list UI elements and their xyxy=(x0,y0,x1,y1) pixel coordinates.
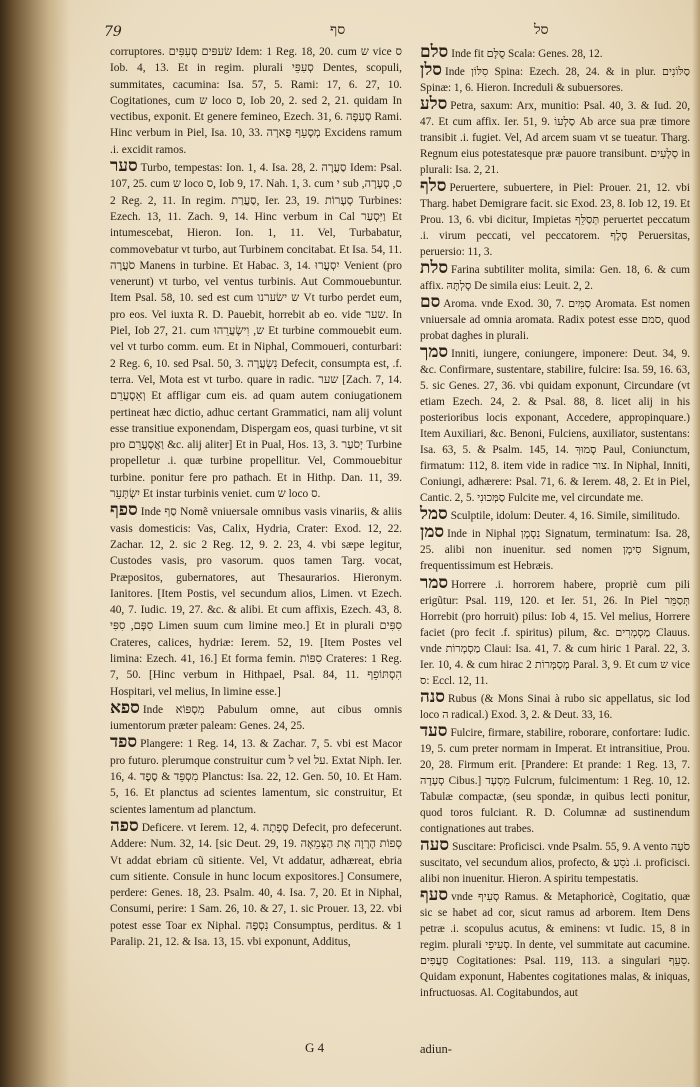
dictionary-entry xyxy=(110,697,402,735)
entry-text: Aroma. vnde Exod. 30, 7. סַמִּים Aromata. Est nomen vniuersale ad omnia aromata. Radix potest esse סמם, quod probat daghes in plurali. xyxy=(420,298,691,343)
signature-mark: G 4 xyxy=(305,1040,325,1055)
entry-text: Horrere .i. horrorem habere, propriè cum pili erigũtur: Psal. 119, 120. et Ier. 51, 26. In Piel תְּסַמֵּר Horrebit (pro horruit) pilus: Iob 4, 15. Vel melius, Horrere faciet (pro fecit .f. spiritus) pilum, &c. מַסְמְרִים Clauus. vnde מַסְמְרוֹת Claui: Isa. 41, 7. & cum hiric 1 Paral. 22, 3. Ier. 10, 4. & cum hirac מְסַמְּרוֹת 2 Paral. 3, 9. Et cum ש vice ס: Eccl. 12, 11. xyxy=(420,578,691,687)
entry-text: Plangere: 1 Reg. 14, 13. & Zachar. 7, 5. vbi est Macor pro futuro. plerumque construitur cum ל vel על. Extat Niph. Ier. 16, 4. מִסְפֵּד & סֶפֶד Planctus: Isa. 22, 12. Gen. 50, 10. Et Ham. 5, 16. Et planctus ad scientes lamentum, sic construitur, Et scientes lamentum ad planctum. xyxy=(110,738,402,816)
entry-text: Fulcire, firmare, stabilire, roborare, confortare: Iudic. 19, 5. cum preter normam in Imperat. Et intransitiue, Prou. 20, 28. Firmum erit. [Prandere: Et prande: 1 Reg. 13, 7. סְעָדָה Cibus.] מִסְעָד Fulcrum, fulcimentum: 1 Reg. 10, 12. Tabulæ compactæ, (seu spondæ, in quibus lecti ponitur, quod toros fulciant. R. D. Columnæ ad sustinendum contignationes aut trabes. xyxy=(420,726,690,835)
right-column xyxy=(420,44,690,1001)
entry-headword: סלן xyxy=(420,60,442,80)
entry-headword: סעף xyxy=(420,884,449,904)
entry-headword: סעד xyxy=(420,720,448,740)
catchword: adiun- xyxy=(420,1042,452,1056)
entry-text: Rubus (& Mons Sinai à rubo sic appellatus, sic Iod loco ה radical.) Exod. 3, 2. & Deut. 33, 16. xyxy=(420,692,690,721)
entry-text: Inde סַף Nomẽ vniuersale omnibus vasis vinariis, & aliis vasis domesticis: Vas, Calix, Hydria, Crater: Exod. 12, 22. Zachar. 12, 2. sic 2 Reg. 12, 9. 2. 23, 4. vbi sæpe legitur, Custodes vasis, pro vasorum. quos tamen Targ. vocat, Præpositos, gubernatores, aut Thesaurarios. Hieronym. Ianitores. [Item Postis, vel secundum alios, Limen. vt Ezech. 40, 7. Iudic. 19, 27. &c. & alibi. Et cum affixis, Ezech. 43, 8. סִפָּם, סִפִּי Limen suum cum limine meo.] Et in plurali סִפִּים Crateres, calices, hydriæ: Ierem. 52, 19. [Item Postes vel limina: Ezech. 41, 16.] Et forma femin. סִפּוֹת Crateres: 1 Reg. 7, 50. [Hinc verbum in Hithpael, Psal. 84, 11. הִסְתּוֹפֵף Hospitari, vel melius, In limine esse.] xyxy=(110,506,403,698)
dictionary-entry xyxy=(420,720,690,837)
entry-text: Farina subtiliter molita, simila: Gen. 18, 6. & cum affix. סָלְתָּהּ De simila eius: Leuit. 2, 2. xyxy=(420,264,690,293)
entry-headword: סנה xyxy=(420,686,445,706)
dictionary-entry xyxy=(420,178,690,260)
entry-text: Petra, saxum: Arx, munitio: Psal. 40, 3. & Iud. 20, 47. Et cum affix. Ier. 51, 9. סַלְעוֹ Ab arce sua præ timore transibit .i. fugiet. Vel, Ad arcem suam vt se tueatur. Tharg. Regnum eius potestatesque præ pauore transibunt. סְלָעִים in plurali: Isa. 2, 21. xyxy=(420,100,690,177)
entry-headword: סלף xyxy=(420,176,447,196)
entry-text: Suscitare: Proficisci. vnde Psalm. 55, 9. A vento סֹעָה suscitato, vel secundum alios, profecto, & נֹסֵעַ .i. proficisci. alibi non inuenitur. Hieron. A spiritu tempestatis. xyxy=(420,840,690,885)
dictionary-entry xyxy=(110,502,402,700)
dictionary-entry xyxy=(420,686,690,723)
dictionary-entry xyxy=(110,158,402,502)
entry-headword: סעה xyxy=(420,834,450,854)
running-head-left: סף xyxy=(330,22,346,38)
dictionary-entry xyxy=(110,44,402,158)
dictionary-entry xyxy=(420,506,690,524)
dictionary-entry xyxy=(420,62,690,96)
entry-headword: סער xyxy=(110,156,138,176)
dictionary-entry xyxy=(420,44,690,62)
entry-headword: ספא xyxy=(110,697,140,717)
entry-headword: סמר xyxy=(420,572,449,592)
dictionary-entry xyxy=(420,572,691,689)
entry-text: Peruertere, subuertere, in Piel: Prouer. 21, 12. vbi Tharg. habet Demigrare facit. sic Exod. 23, 8. Iob 12, 19. Et Prou. 13, 6. vbi dicitur, Impietas תְּסַלֵּף peruertet peccatum .i. virum peccati, vel peccatorem. סֶלֶף Peruersitas, peruersio: 11, 3. xyxy=(420,182,690,259)
entry-text: vnde סְעִיף Ramus. & Metaphoricè, Cogitatio, quæ sic se habet ad cor, sicut ramus ad arborem. Item Dens petræ .i. scopulus acutus, & eminens: vt Iudic. 15, 8 in regim. plurali סְעִיפֵי. In dente, vel summitate aut cacumine. סֵעֲפִים Cogitationes: Psal. 119, 113. a singulari סֵעֵף. Quidam exponunt, Habentes cogitationes malas, & iniquas, infructuosas. Al. Cogitabundos, aut xyxy=(420,890,691,999)
dictionary-entry xyxy=(420,344,690,506)
entry-headword: סם xyxy=(420,292,441,312)
entry-text: Inde fit סֻלָּם Scala: Genes. 28, 12. xyxy=(451,48,603,60)
dictionary-entry xyxy=(110,815,402,950)
entry-text: Sculptile, idolum: Deuter. 4, 16. Simile, similitudo. xyxy=(450,510,681,523)
entry-headword: ספד xyxy=(110,732,138,752)
entry-headword: ספה xyxy=(110,815,139,835)
binding-gutter xyxy=(0,0,70,1087)
dictionary-entry xyxy=(420,96,690,178)
dictionary-entry xyxy=(420,884,691,1001)
page-edge xyxy=(692,0,700,1087)
entry-text: Inniti, iungere, coniungere, imponere: Deut. 34, 9. &c. Confirmare, sustentare, stabilire, fulcire: Isa. 59, 16. 63, 5. sic Genes. 27, 36. vbi quidam exponunt, Circundare (vt etiam Ezech. 24, 2. & Psal. 88, 8. licet alij in his posterioribus locis exponant, Accedere, appropinquare.) Item Auxiliari, &c. Benoni, Fulciens, auxiliator, sustentans: Isa. 63, 5. & Psalm. 145, 14. סָמוּךְ Paul, Coniunctum, firmatum: 112, 8. item vide in radice צור. In Niphal, Inniti, Coniungi, adhærere: Psal. 71, 6. & Ierem. 48, 2. Et in Piel, Cantic. 2, 5. סַמְּכוּנִי Fulcite me, vel circundate me. xyxy=(420,348,690,505)
entry-headword: סלע xyxy=(420,94,448,114)
page-number: 79 xyxy=(104,24,122,40)
entry-text: Deficere. vt Ierem. 12, 4. סָפְתָה Defecit, pro defecerunt. Addere: Num. 32, 14. [sic Deut. 29, 19. סְפוֹת הָרָוָה אֶת הַצְּמֵאָה Vt addat ebriam cũ sitiente. Vel, Vt addatur, adhæreat, ebria cum sitiente. Consule in hunc locum expositores.] Consumere, perdere: Genes. 18, 23. Psalm. 40, 4. Isa. 7, 20. Et in Niphal, Consumi, perire: 1 Sam. 26, 10. & 27, 1. sic Prouer. 13, 22. vbi potest esse Toar ex Niphal. נִסְפֶּה Consumptus, perditus. & 1 Paralip. 21, 12. & Isa. 13, 15. vbi exponunt, Additus, xyxy=(110,821,402,949)
entry-text: Inde in Niphal נִסְמָן Signatum, terminatum: Isa. 28, 25. alibi non inuenitur. sed nomen סִימָן Signum, frequentissimum est Hebræis. xyxy=(420,528,690,573)
entry-text: corruptores. שׂעפּים סְעִפִּים Idem: 1 Reg. 18, 20. cum ש vice ס Iob. 4, 13. Et in regim. plurali סְעִפֵּי Dentes, scopuli, summitates, cacumina: Isa. 57, 5. Rami: 17, 6. 27, 10. Cogitationes, cum ש loco ס, Iob 20, 2. sed 2, 21. quidam In vectibus, exponit. Et genere femineo, Ezech. 31, 6. סְעַפָּה Rami. Hinc verbum in Piel, Isa. 10, 33. מְסָעֵף פֻּארָה Excidens ramum .i. excidit ramos. xyxy=(110,46,402,156)
entry-headword: סמל xyxy=(420,504,448,524)
entry-text: Turbo, tempestas: Ion. 1, 4. Isa. 28, 2. סַעֲרָה Idem: Psal. 107, 25. cum ש loco ס, Iob 9, 17. Nah. 1, 3. cum י sub ס, סְעָרָה, 2 Reg. 2, 11. In regim. סַעֲרַת, Ier. 23, 19. סְעָרוֹת Turbines: Ezech. 13, 11. Zach. 9, 14. Hinc verbum in Cal וַיִּסְעַר Et intumescebat, Hieron. Ion. 1, 11. Vel, Turbabatur, commovebatur vt turbo, aut Turbinem concitabat. Et Isa. 54, 11. סֹעֲרָה Manens in turbine. Et Habac. 3, 14. יִסְעֲרוּ Venient (pro venerunt) vt turbo, vel ventus turbinis. Aut Commouebuntur. Item Psal. 58, 10. sed est cum ש ישׂערנו Vt turbo perdet eum, pro eos. Vel iuxta R. D. Pauebit, horrebit ab eo. vide שער. In Piel, Iob 27, 21. cum ש, וִישָׂעֲרֵהוּ Et turbine commouebit eum. vel vt turbo comm. eum. Et in Niphal, Commoueri, conturbari: 2 Reg. 6, 10. sed Psal. 50, 3. נִשְׂעֲרָה Defecit, consumpta est, .f. terra. Vel, Mota est vt turbo. quare in radic. שער [Zach. 7, 14. וְאֵסָעֲרֵם Et affligar cum eis. ad quam autem coniugationem pertineat hæc dictio, adhuc certant Grammatici, nam alij volunt esse transitiue exponendam, Dispergam eos, quasi turbine, vt sit pro וַאֲסָעֲרֵם &c. alij aliter] Et in Pual, Hos. 13, 3. יְסֹעַר Turbine propelletur .i. quæ turbine propellitur. Vel, Commouebitur turbine. ponitur fere pro pathach. Et in Hithp. Dan. 11, 39. יִשְׂתָּעֵר Et instar turbinis veniet. cum ש loco ס. xyxy=(110,162,403,501)
entry-headword: סמך xyxy=(420,342,449,362)
entry-text: Inde מִסְפּוֹא Pabulum omne, aut cibus omnis iumentorum præter paleam: Genes. 24, 25. xyxy=(110,703,402,733)
entry-text: Inde סִלּוֹן Spina: Ezech. 28, 24. & in plur. סַלּוֹנִים Spinæ: 1, 6. Hieron. Increduli & subuersores. xyxy=(420,66,690,95)
dictionary-entry xyxy=(420,524,690,574)
entry-headword: ספף xyxy=(110,500,138,520)
entry-headword: סלת xyxy=(420,258,448,278)
dictionary-entry xyxy=(420,294,690,344)
dictionary-entry xyxy=(110,734,402,817)
left-column xyxy=(110,44,402,950)
dictionary-entry xyxy=(420,834,690,887)
running-head-right: סל xyxy=(534,22,549,38)
entry-headword: סמן xyxy=(420,522,445,542)
entry-headword: סלם xyxy=(420,42,449,61)
dictionary-entry xyxy=(420,260,690,294)
